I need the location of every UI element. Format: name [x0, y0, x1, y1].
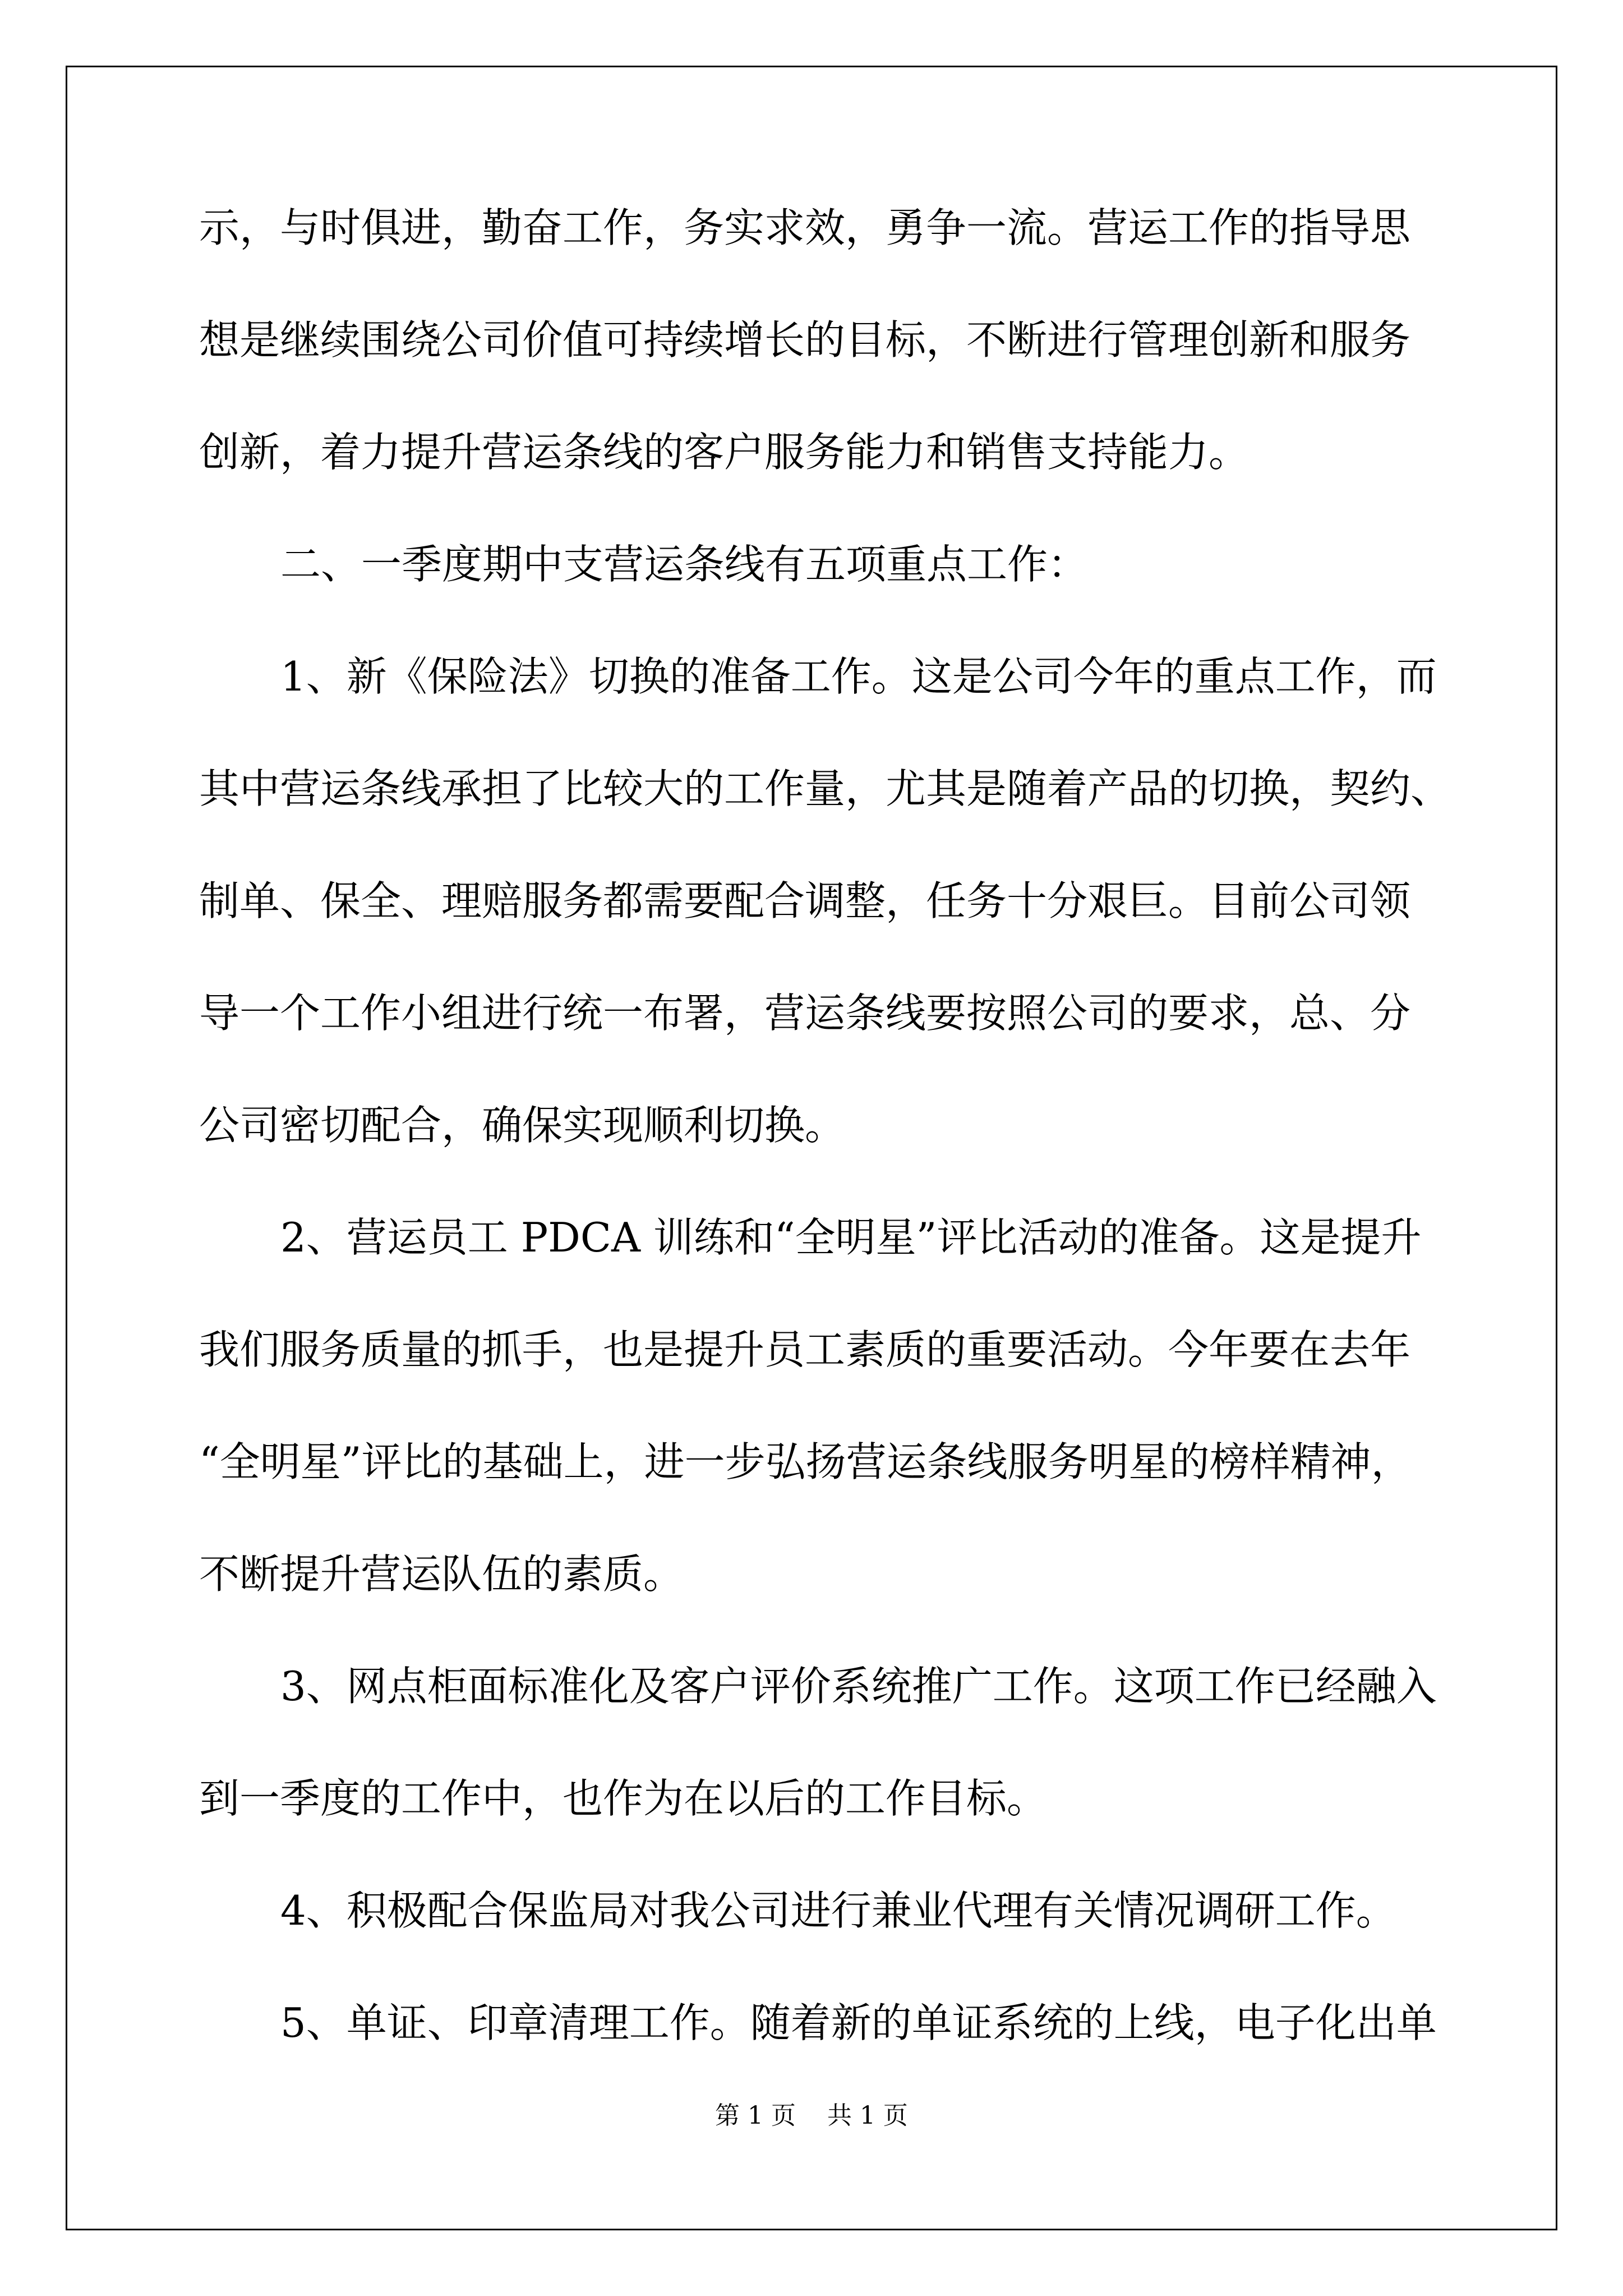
text-line: 二、一季度期中支营运条线有五项重点工作： — [280, 541, 1089, 588]
text-line: 想是继续围绕公司价值可持续增长的目标，不断进行管理创新和服务 — [199, 316, 1411, 364]
text-line: 制单、保全、理赔服务都需要配合调整，任务十分艰巨。目前公司领 — [199, 877, 1411, 924]
text-line: 不断提升营运队伍的素质。 — [199, 1550, 684, 1598]
text-line: 我们服务质量的抓手，也是提升员工素质的重要活动。今年要在去年 — [199, 1326, 1411, 1373]
text-line: 公司密切配合，确保实现顺利切换。 — [199, 1102, 846, 1149]
text-line: 1、新《保险法》切换的准备工作。这是公司今年的重点工作，而 — [280, 653, 1437, 700]
text-line: 其中营运条线承担了比较大的工作量，尤其是随着产品的切换，契约、 — [199, 765, 1451, 812]
text-line: 导一个工作小组进行统一布署，营运条线要按照公司的要求，总、分 — [199, 990, 1411, 1037]
text-line: “全明星”评比的基础上，进一步弘扬营运条线服务明星的榜样精神， — [199, 1438, 1412, 1485]
text-line: 2、营运员工 PDCA 训练和“全明星”评比活动的准备。这是提升 — [280, 1214, 1422, 1261]
text-line: 5、单证、印章清理工作。随着新的单证系统的上线，电子化出单 — [280, 1999, 1437, 2046]
text-line: 创新，着力提升营运条线的客户服务能力和销售支持能力。 — [199, 429, 1249, 476]
page-footer: 第 1 页 共 1 页 — [715, 2101, 908, 2130]
text-line: 4、积极配合保监局对我公司进行兼业代理有关情况调研工作。 — [280, 1887, 1396, 1934]
text-line: 示，与时俱进，勤奋工作，务实求效，勇争一流。营运工作的指导思 — [199, 204, 1411, 251]
text-line: 到一季度的工作中，也作为在以后的工作目标。 — [199, 1775, 1048, 1822]
text-line: 3、网点柜面标准化及客户评价系统推广工作。这项工作已经融入 — [280, 1663, 1437, 1710]
